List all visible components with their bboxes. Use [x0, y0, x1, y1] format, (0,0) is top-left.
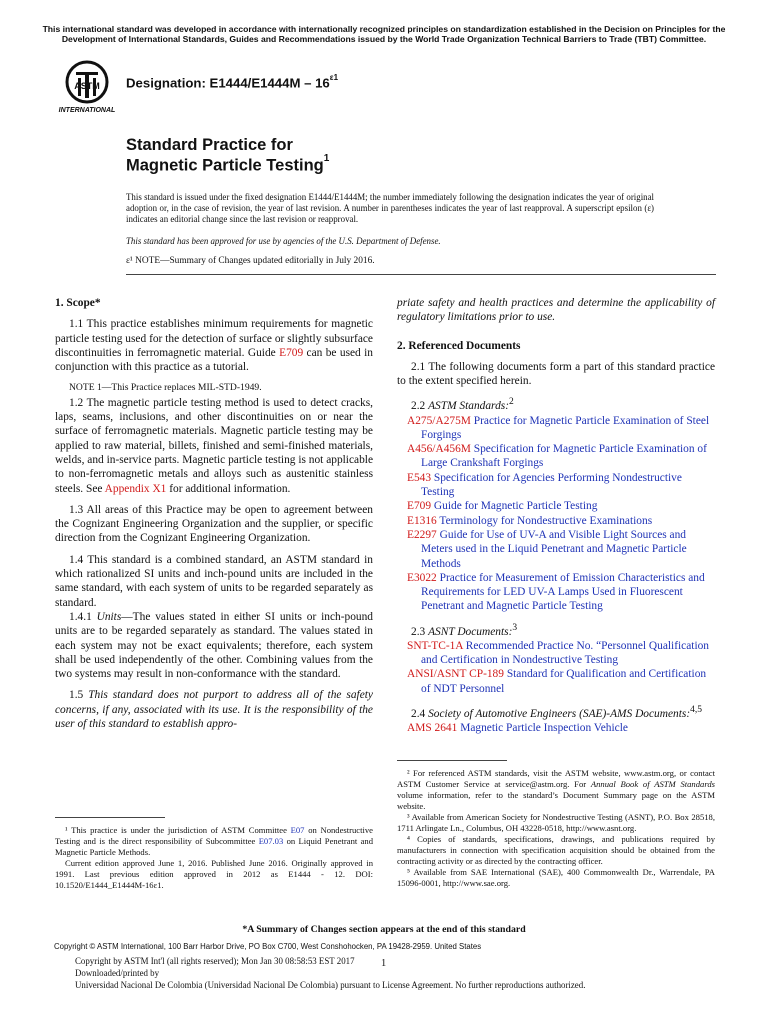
footnote-2-text-b: volume information, refer to the standard’s Document Summary page on the ASTM website. — [397, 790, 715, 811]
asnt-reference-list — [397, 639, 715, 696]
sae-reference-list — [397, 721, 715, 735]
reference-item — [397, 499, 715, 513]
footnote-4: ⁴ Copies of standards, specifications, drawings, and publications required by manufacturers in connection with specification acquisition should be obtained from the contracting activity or as directed by the contracting officer. — [397, 834, 715, 866]
astm-logo-text: ASTM — [74, 81, 100, 91]
para-1-5-number: 1.5 — [69, 689, 89, 702]
summary-of-changes-note: *A Summary of Changes section appears at the end of this standard — [242, 924, 526, 935]
reference-item — [397, 571, 715, 614]
footnote-1-current-edition: Current edition approved June 1, 2016. Published June 2016. Originally approved in 1991. Last previous edition approved in 2012 as E1444 - 12. DOI: 10.1520/E1444_E1444M-16ε1. — [55, 858, 373, 890]
international-notice: This international standard was developed in accordance with internationally recognized principles on standardization established in the Decision on Principles for the Development of International Standards, Guides and Recommendations issued by the World Trade Organization Technical Barriers to Trade (TBT) Committee. — [42, 24, 726, 44]
para-2-1: 2.1 The following documents form a part of this standard practice to the extent specified herein. — [397, 360, 715, 388]
footnote-3: ³ Available from American Society for Nondestructive Testing (ASNT), P.O. Box 28518, 1711 Arlingate Ln., Columbus, OH 43228-0518, http://www.asnt.org. — [397, 812, 715, 833]
reference-code-link[interactable]: E2297 — [407, 528, 437, 541]
right-column — [397, 296, 715, 735]
para-1-5 — [55, 688, 373, 731]
para-1-1 — [55, 317, 373, 374]
reference-item — [397, 721, 715, 735]
para-1-1-text-a: 1.1 This practice establishes minimum requirements for magnetic particle testing used for the detection of surface or slightly subsurface discontinuities in ferromagnetic material. Guide — [55, 318, 373, 359]
title-line-1: Standard Practice for — [126, 136, 293, 154]
reference-item — [397, 667, 715, 696]
reference-title-link[interactable]: Terminology for Nondestructive Examinations — [439, 514, 653, 527]
note-1: NOTE 1—This Practice replaces MIL-STD-1949. — [69, 382, 262, 394]
astm-logo-subtext: INTERNATIONAL — [58, 107, 116, 114]
para-2-2-heading: ASTM Standards: — [428, 400, 509, 413]
para-2-4-footnote-marker: 4,5 — [690, 705, 702, 716]
header-divider — [126, 274, 716, 275]
issued-statement: This standard is issued under the fixed designation E1444/E1444M; the number immediately following the designation indicates the year of original adoption or, in the case of revision, the year of last revision. A number in parentheses indicates the year of last reapproval. A superscript epsilon (ε) indicates an editorial change since the last revision or reapproval. — [126, 192, 654, 224]
footnote-5: ⁵ Available from SAE International (SAE), 400 Commonwealth Dr., Warrendale, PA 15096-0001, http://www.sae.org. — [397, 867, 715, 888]
reference-item — [397, 528, 715, 571]
para-1-4-1-text: —The values stated in either SI units or inch-pound units are to be regarded separately as standard. The values stated in each system may not be exact equivalents; therefore, each system shall be used independently of the other. Combining values from the two systems may result in non-conformance with the standard. — [55, 610, 373, 681]
e07-link[interactable]: E07 — [290, 825, 305, 835]
astm-reference-list — [397, 414, 715, 614]
para-2-3-footnote-marker: 3 — [512, 622, 518, 633]
designation-label: Designation: E1444/E1444M – 16 — [126, 75, 330, 91]
footnote-divider-right — [397, 760, 507, 761]
designation — [126, 75, 338, 90]
reference-title-link[interactable]: Standard for Qualification and Certification of NDT Personnel — [421, 668, 707, 695]
page-number: 1 — [381, 958, 387, 969]
reference-title-link[interactable]: Recommended Practice No. “Personnel Qualification and Certification in Nondestructive Testing — [421, 639, 710, 667]
reference-code-link[interactable]: E1316 — [407, 514, 437, 527]
para-1-2 — [55, 396, 373, 496]
reference-item — [397, 639, 715, 668]
reference-code-link[interactable]: E3022 — [407, 571, 437, 584]
reference-code-link[interactable]: A275/A275M — [407, 414, 471, 427]
reference-code-link[interactable]: ANSI/ASNT CP-189 — [407, 668, 504, 681]
para-2-2-number: 2.2 — [411, 400, 429, 413]
reference-code-link[interactable]: SNT-TC-1A — [407, 639, 463, 652]
reference-item — [397, 514, 715, 528]
footnote-divider-left — [55, 817, 165, 818]
footnote-1-text-c: on Liquid Penetrant and Magnetic Particle Methods. — [55, 836, 374, 857]
reference-item — [397, 414, 715, 443]
download-stamp-line-3: Universidad Nacional De Colombia (Universidad Nacional De Colombia) pursuant to License Agreement. No further reproductions authorized. — [75, 980, 586, 990]
footnote-2 — [397, 768, 715, 812]
download-stamp-line-2: Downloaded/printed by — [75, 968, 160, 978]
para-2-2 — [397, 395, 715, 413]
title-footnote-marker: 1 — [323, 153, 330, 164]
footnotes-left — [55, 825, 373, 891]
footnotes-right — [397, 768, 715, 889]
footnote-1-text-a: ¹ This practice is under the jurisdiction of ASTM Committee — [65, 825, 291, 835]
para-1-5-continued: priate safety and health practices and determine the applicability of regulatory limitations prior to use. — [397, 297, 715, 324]
appendix-x1-link[interactable]: Appendix X1 — [104, 482, 167, 495]
footnote-2-book-title: Annual Book of ASTM Standards — [590, 779, 715, 789]
reference-code-link[interactable]: AMS 2641 — [407, 722, 458, 735]
title-line-2 — [126, 153, 330, 176]
reference-title-link[interactable]: Magnetic Particle Inspection Vehicle — [460, 722, 628, 735]
astm-logo-icon — [54, 58, 120, 116]
para-1-4-1-number: 1.4.1 — [69, 610, 97, 623]
reference-title-link[interactable]: Guide for Magnetic Particle Testing — [433, 500, 598, 513]
download-stamp — [75, 955, 585, 991]
para-2-3-number: 2.3 — [411, 625, 429, 638]
para-1-1-text-b: can be used in conjunction with this practice as a tutorial. — [55, 346, 373, 374]
reference-title-link[interactable]: Specification for Agencies Performing Nondestructive Testing — [421, 471, 682, 499]
para-1-2-text-b: for additional information. — [166, 482, 291, 495]
reference-item — [397, 471, 715, 500]
download-stamp-line-1: Copyright by ASTM Int'l (all rights reserved); Mon Jan 30 08:58:53 EST 2017 — [75, 956, 355, 966]
para-1-3: 1.3 All areas of this Practice may be open to agreement between the Cognizant Engineering Organization and the supplier, or specific direction from the Cognizant Engineering Organization. — [55, 503, 373, 545]
reference-title-link[interactable]: Specification for Magnetic Particle Examination of Large Crankshaft Forgings — [421, 443, 707, 470]
copyright-line: Copyright © ASTM International, 100 Barr Harbor Drive, PO Box C700, West Conshohocken, PA 19428-2959. United States — [54, 942, 482, 951]
e709-link[interactable]: E709 — [279, 346, 304, 359]
para-2-4 — [397, 703, 715, 721]
para-2-4-number: 2.4 — [411, 707, 429, 720]
reference-title-link[interactable]: Practice for Measurement of Emission Characteristics and Requirements for LED UV-A Lamps Used in Fluorescent Penetrant and Magnetic Particle Testing — [421, 571, 705, 613]
para-2-4-heading: Society of Automotive Engineers (SAE)-AMS Documents: — [428, 707, 691, 720]
footnote-1-text-b: on Nondestructive Testing and is the direct responsibility of Subcommittee — [55, 825, 373, 846]
epsilon-note: ε¹ NOTE—Summary of Changes updated editorially in July 2016. — [126, 256, 375, 266]
footnote-2-text-a: ² For referenced ASTM standards, visit the ASTM website, www.astm.org, or contact ASTM Customer Service at service@astm.org. For — [397, 768, 715, 789]
reference-title-link[interactable]: Guide for Use of UV-A and Visible Light Sources and Meters used in the Liquid Penetrant and Magnetic Particle Methods — [421, 528, 687, 570]
para-1-4-1-heading: Units — [96, 610, 122, 623]
para-2-2-footnote-marker: 2 — [509, 397, 514, 408]
reference-code-link[interactable]: E543 — [407, 471, 432, 484]
referenced-documents-heading: 2. Referenced Documents — [397, 339, 521, 352]
scope-heading: 1. Scope* — [55, 297, 101, 309]
designation-superscript: ε1 — [329, 73, 339, 82]
para-2-3 — [397, 621, 715, 639]
left-column — [55, 296, 373, 731]
reference-title-link[interactable]: Practice for Magnetic Particle Examination of Steel Forgings — [421, 414, 710, 441]
title-text: Magnetic Particle Testing — [126, 156, 324, 175]
para-1-4-1 — [55, 610, 373, 681]
reference-code-link[interactable]: E709 — [407, 500, 432, 513]
reference-item — [397, 442, 715, 471]
para-1-2-text-a: 1.2 The magnetic particle testing method is used to detect cracks, laps, seams, inclusions, and other discontinuities on or near the surface of ferromagnetic materials. Magnetic particle testing may be applied to raw material, billets, finished and semi-finished materials, welds, and in-service parts. Magnetic particle testing is not applicable to non-ferromagnetic metals and alloys such as austenitic stainless steels. See — [55, 396, 373, 495]
e07-03-link[interactable]: E07.03 — [258, 836, 284, 846]
para-1-5-text: This standard does not purport to address all of the safety concerns, if any, associated with its use. It is the responsibility of the user of this standard to establish appro- — [55, 689, 373, 731]
footnote-1 — [55, 825, 373, 858]
dod-approval-statement: This standard has been approved for use by agencies of the U.S. Department of Defense. — [126, 236, 441, 246]
para-1-4: 1.4 This standard is a combined standard, an ASTM standard in which rationalized SI units and inch-pound units are included in the same standard, with each system of units to be regarded separately as standard. — [55, 553, 373, 609]
para-2-3-heading: ASNT Documents: — [428, 625, 513, 638]
reference-code-link[interactable]: A456/A456M — [407, 443, 471, 456]
